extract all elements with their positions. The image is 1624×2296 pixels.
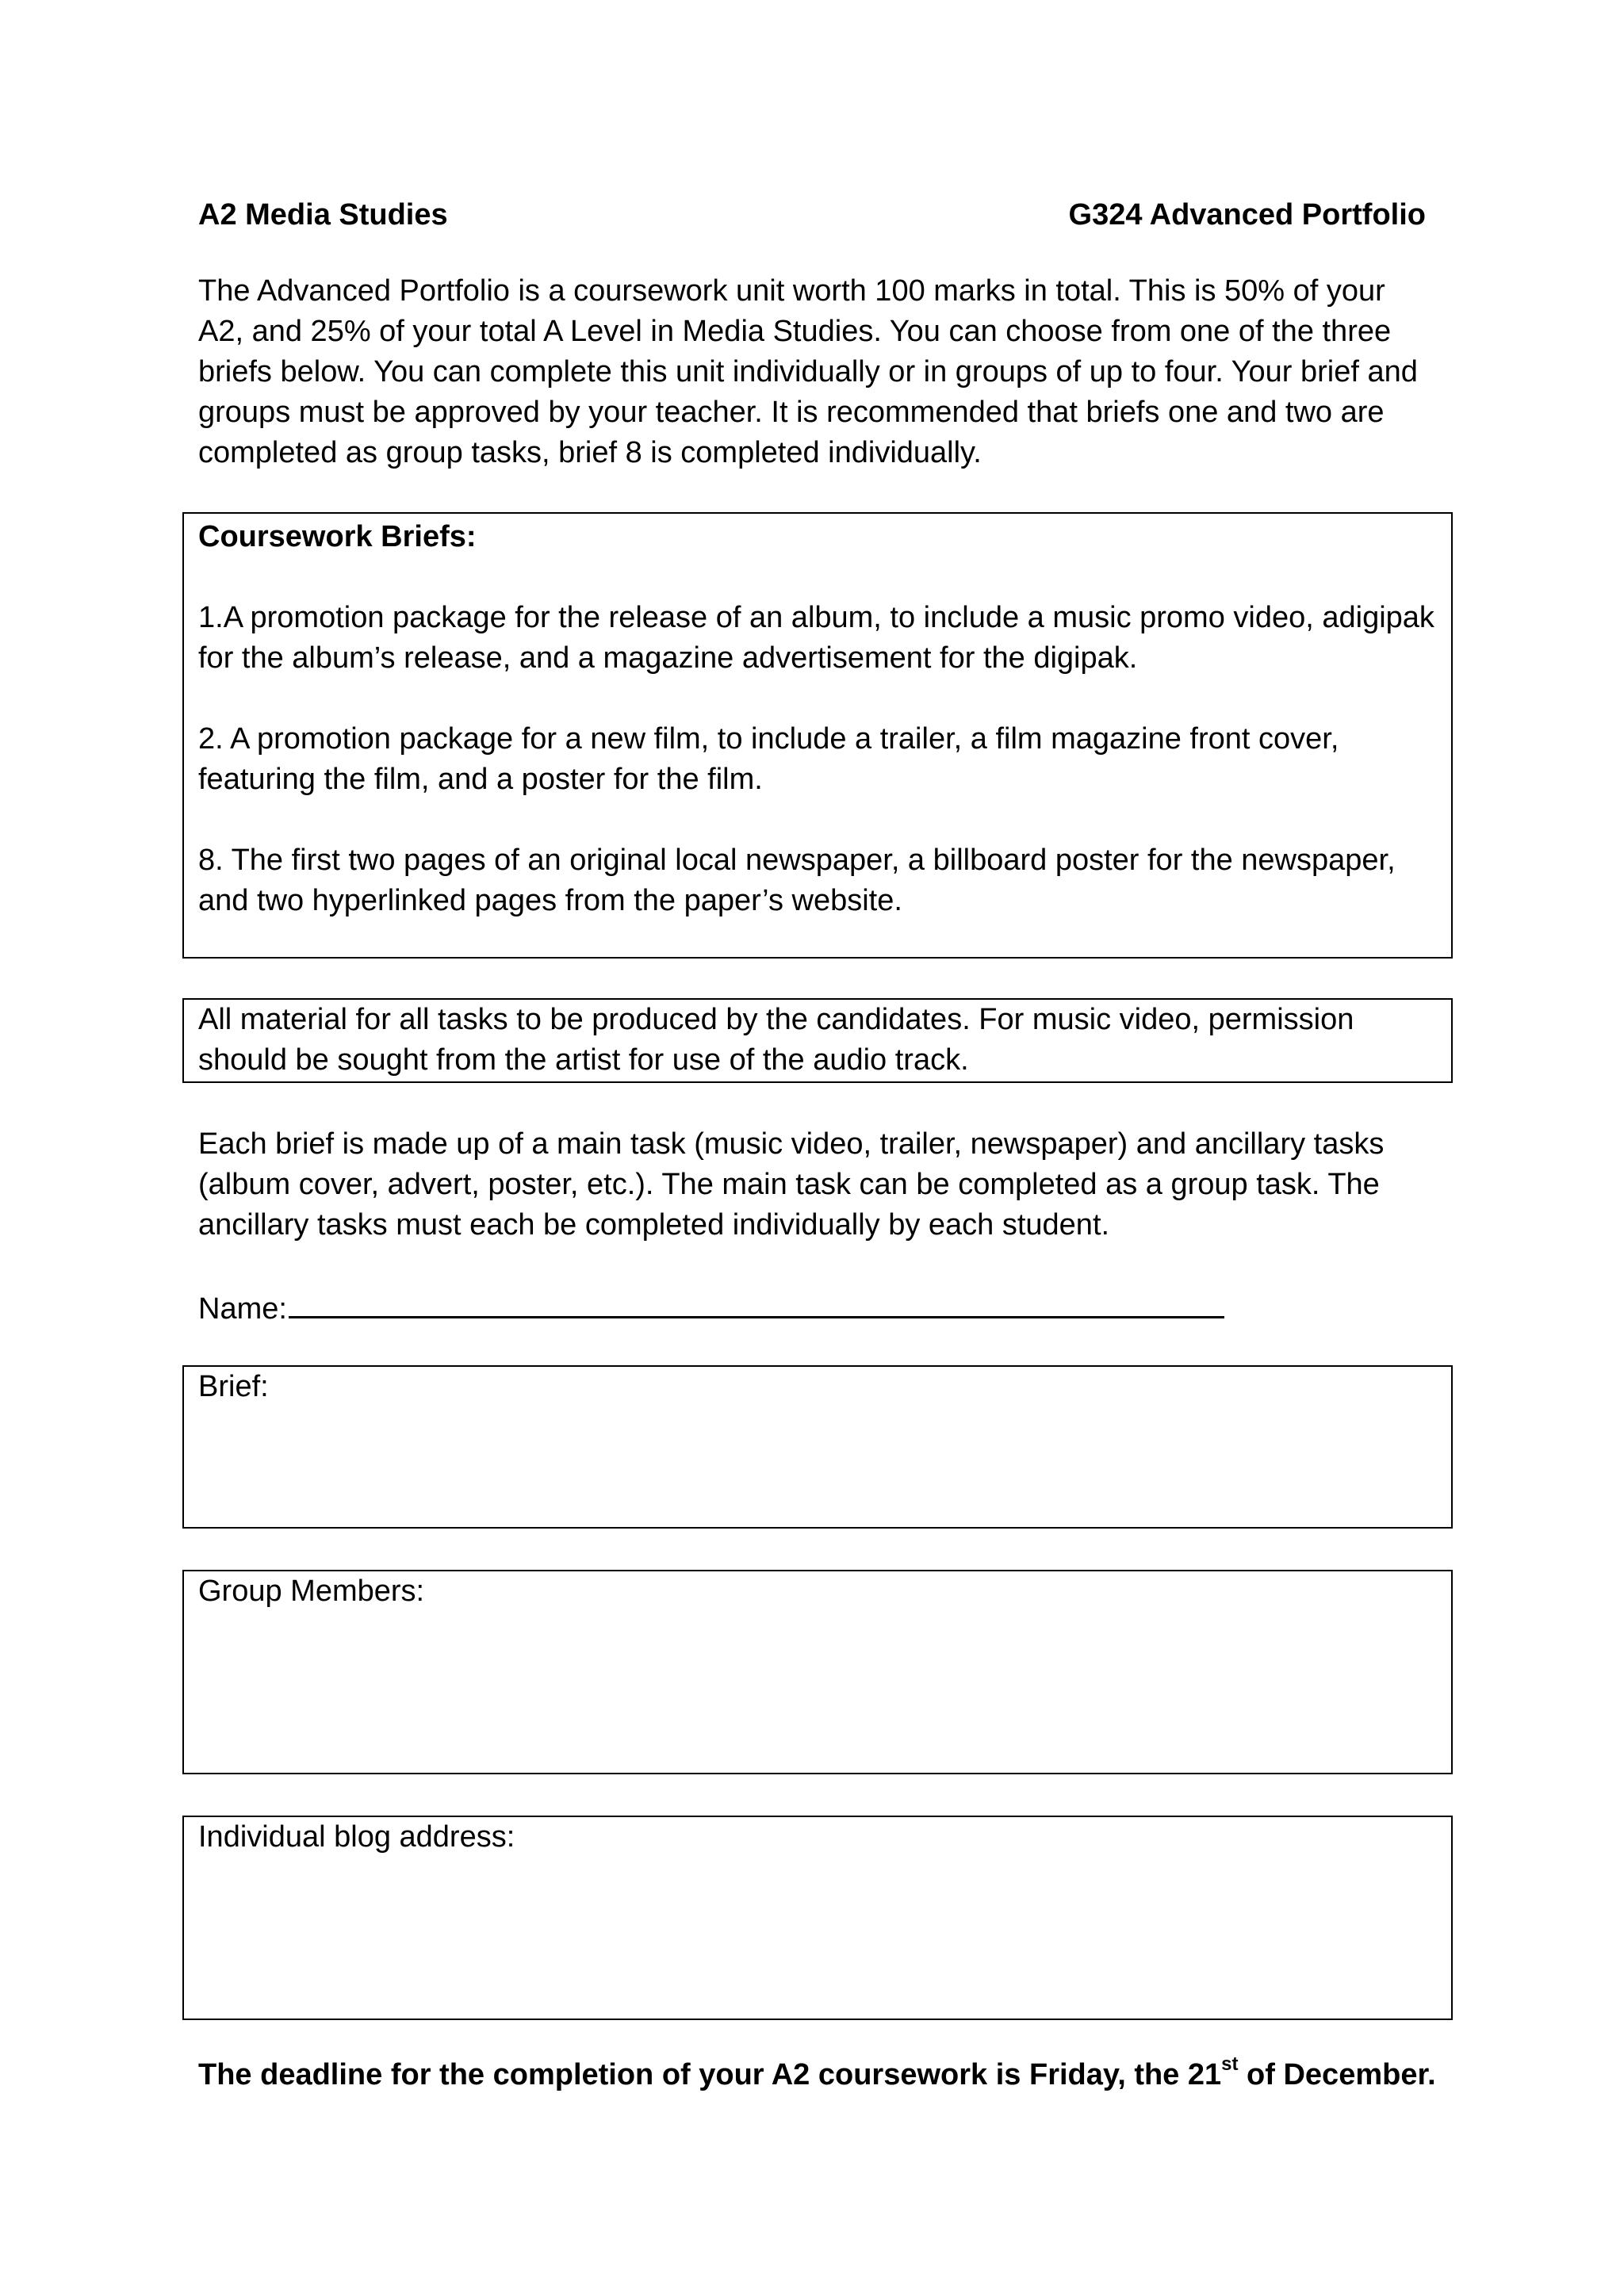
briefs-title: Coursework Briefs: — [198, 520, 477, 553]
name-field[interactable] — [198, 1284, 1224, 1330]
deadline-text: The deadline for the completion of your A2 coursework is Friday, the 21 — [198, 2058, 1222, 2091]
brief-item-1: 1.A promotion package for the release of an album, to include a music promo video, adigipak for the album’s release, and a magazine advertisement for the digipak. — [198, 601, 1434, 675]
blog-address-field-box[interactable] — [182, 1816, 1453, 2020]
group-members-field-box[interactable] — [182, 1570, 1453, 1774]
deadline-ordinal: st — [1221, 2053, 1239, 2075]
intro-paragraph: The Advanced Portfolio is a coursework unit worth 100 marks in total. This is 50% of your A2, and 25% of your total A Level in Media Studies. You can choose from one of the three briefs below. You can complete this unit individually or in groups of up to four. Your brief and groups must be approved by your teacher. It is recommended that briefs one and two are completed as group tasks, brief 8 is completed individually. — [198, 274, 1418, 469]
group-members-label: Group Members: — [198, 1575, 425, 1608]
name-label: Name: — [198, 1292, 287, 1326]
brief-field-box[interactable] — [182, 1365, 1453, 1529]
tasks-paragraph: Each brief is made up of a main task (music video, trailer, newspaper) and ancillary tasks (album cover, advert, poster, etc.). The main task can be completed as a group task. The ancillary tasks must each be completed individually by each student. — [198, 1127, 1385, 1242]
name-underline[interactable] — [289, 1284, 1224, 1318]
coursework-briefs-box — [182, 512, 1453, 959]
brief-item-8: 8. The first two pages of an original local newspaper, a billboard poster for the newspaper, and two hyperlinked pages from the paper’s website. — [198, 844, 1396, 917]
deadline-text-end: of December. — [1238, 2058, 1436, 2091]
unit-title: G324 Advanced Portfolio — [1068, 198, 1426, 232]
course-title: A2 Media Studies — [198, 198, 448, 232]
material-note: All material for all tasks to be produced by the candidates. For music video, permission should be sought from the artist for use of the audio track. — [198, 1003, 1354, 1077]
material-note-box — [182, 998, 1453, 1083]
blog-address-label: Individual blog address: — [198, 1820, 515, 1854]
brief-label: Brief: — [198, 1370, 269, 1403]
deadline-notice — [198, 2053, 1436, 2092]
brief-item-2: 2. A promotion package for a new film, to include a trailer, a film magazine front cover, featuring the film, and a poster for the film. — [198, 722, 1339, 796]
